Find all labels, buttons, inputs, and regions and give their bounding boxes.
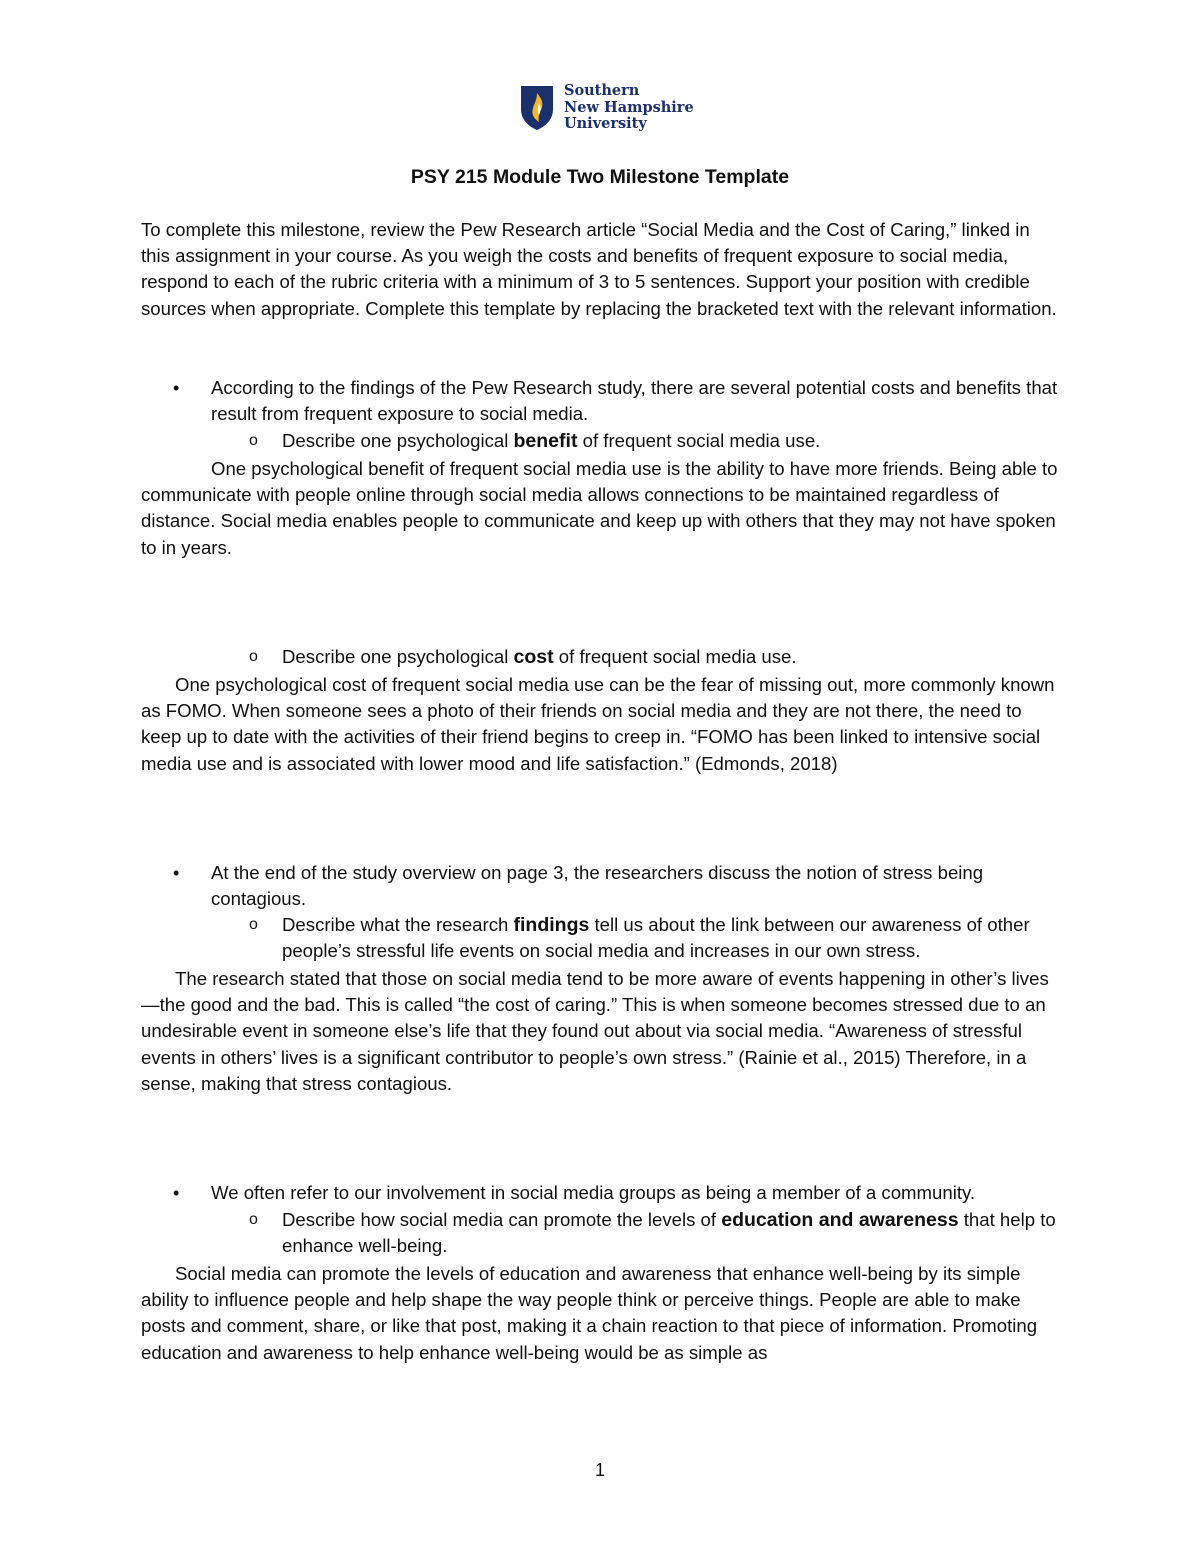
sub-bullet-mark: o	[249, 1211, 258, 1228]
sub-text-emphasis: benefit	[513, 430, 578, 452]
answer-findings: The research stated that those on social media tend to be more aware of events happening in other’s lives—the good and the bad. This is called “the cost of caring.” This is when someone becomes stressed due to an undesirable event in someone else’s life that they found out about via social media. “Awareness of stressful events in others’ lives is a significant contributor to people’s own stress.” (Rainie et al., 2015) Therefore, in a sense, making that stress contagious.	[141, 968, 1049, 1094]
sub-text-pre: Describe one psychological	[282, 430, 514, 451]
sub-text-post: that help to enhance well-being.	[282, 1209, 1056, 1257]
bullet-mark: •	[173, 378, 180, 398]
shield-flame-icon	[520, 85, 554, 131]
university-logo	[520, 84, 694, 132]
bullet-text: We often refer to our involvement in social media groups as being a member of a community.	[211, 1182, 976, 1203]
logo-line-3: University	[564, 115, 647, 133]
sub-text-post: of frequent social media use.	[577, 430, 821, 451]
sub-item-text	[282, 644, 1062, 670]
sub-text-post: of frequent social media use.	[553, 646, 797, 667]
document-title: PSY 215 Module Two Milestone Template	[410, 166, 790, 188]
sub-item-text	[282, 1207, 1062, 1259]
answer-education: Social media can promote the levels of education and awareness that enhance well-being by its simple ability to influence people and help shape the way people think or perceive things. People are able to make posts and comment, share, or like that post, making it a chain reaction to that piece of information. Promoting education and awareness to help enhance well-being would be as simple as	[141, 1263, 1038, 1363]
bullet-text: According to the findings of the Pew Research study, there are several potential costs and benefits that result from frequent exposure to social media.	[211, 377, 1058, 425]
sub-item-text	[282, 912, 1062, 964]
sub-text-pre: Describe one psychological	[282, 646, 514, 667]
answer-cost: One psychological cost of frequent social media use can be the fear of missing out, more commonly known as FOMO. When someone sees a photo of their friends on social media and they are not there, the need to keep up to date with the activities of their friend begins to creep in. “FOMO has been linked to intensive social media use and is associated with lower mood and life satisfaction.” (Edmonds, 2018)	[141, 674, 1055, 774]
sub-text-pre: Describe what the research	[282, 914, 514, 935]
sub-bullet-mark: o	[249, 648, 258, 665]
intro-paragraph: To complete this milestone, review the Pew Research article “Social Media and the Cost of Caring,” linked in this assignment in your course. As you weigh the costs and benefits of frequent exposure to social media, respond to each of the rubric criteria with a minimum of 3 to 5 sentences. Support your position with credible sources when appropriate. Complete this template by replacing the bracketed text with the relevant information.	[141, 219, 1057, 319]
page-number: 1	[594, 1460, 605, 1480]
logo-line-2: New Hampshire	[564, 98, 694, 116]
bullet-text: At the end of the study overview on page 3, the researchers discuss the notion of stress being contagious.	[211, 862, 984, 910]
sub-text-pre: Describe how social media can promote the levels of	[282, 1209, 722, 1230]
sub-text-emphasis: education and awareness	[721, 1209, 959, 1231]
sub-bullet-mark: o	[249, 916, 258, 933]
bullet-mark: •	[173, 863, 180, 883]
sub-text-post: tell us about the link between our awareness of other people’s stressful life events on social media and increases in our own stress.	[282, 914, 1030, 962]
logo-line-1: Southern	[564, 82, 640, 100]
sub-bullet-mark: o	[249, 432, 258, 449]
sub-item-text	[282, 428, 1062, 454]
answer-benefit: One psychological benefit of frequent social media use is the ability to have more friends. Being able to communicate with people online through social media allows connections to be maintained regardless of distance. Social media enables people to communicate and keep up with others that they may not have spoken to in years.	[141, 458, 1058, 558]
bullet-mark: •	[173, 1183, 180, 1203]
logo-wordmark	[564, 83, 694, 133]
sub-text-emphasis: cost	[513, 646, 554, 668]
sub-text-emphasis: findings	[513, 914, 590, 936]
